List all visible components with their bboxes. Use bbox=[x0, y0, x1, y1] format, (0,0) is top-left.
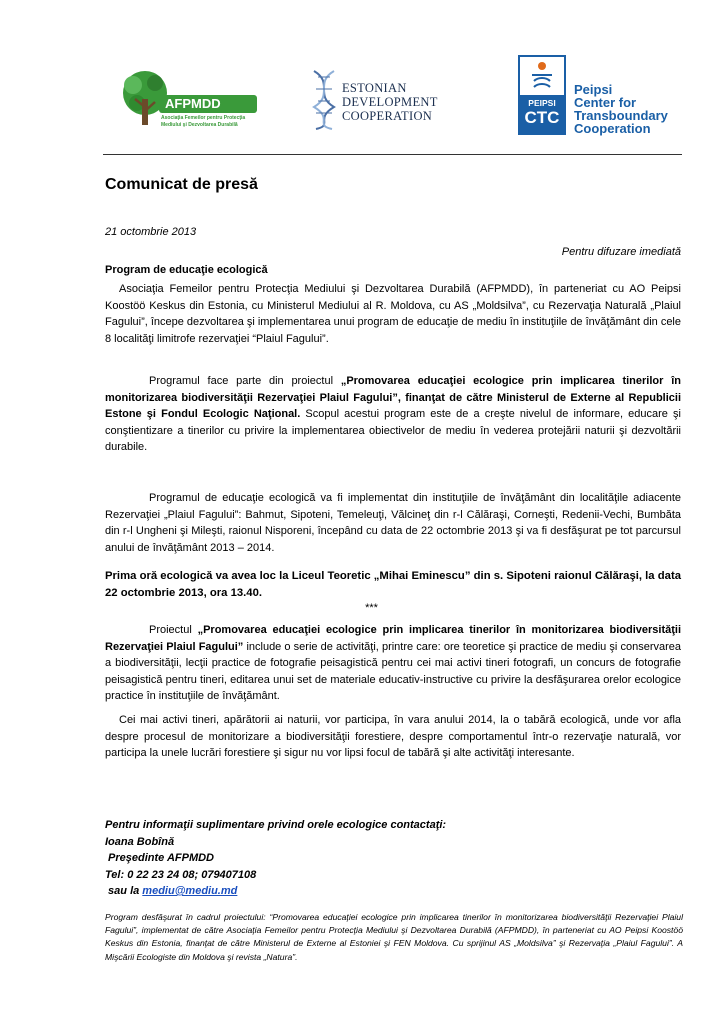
ctc-line2: Center for bbox=[574, 95, 637, 110]
figure-icon bbox=[520, 59, 564, 95]
header-divider bbox=[103, 154, 682, 155]
ctc-box-bottom: CTC bbox=[524, 108, 560, 127]
ctc-logo-box bbox=[518, 55, 566, 135]
ctc-logo-text bbox=[574, 83, 668, 135]
contact-phone: Tel: 0 22 23 24 08; 079407108 bbox=[105, 868, 257, 881]
afpmdd-acronym: AFPMDD bbox=[165, 96, 221, 111]
ctc-box-fill bbox=[520, 95, 564, 133]
ctc-line1: Peipsi bbox=[574, 82, 613, 97]
ctc-line4: Cooperation bbox=[574, 121, 651, 136]
document-date: 21 octombrie 2013 bbox=[105, 226, 197, 238]
peipsi-ctc-logo bbox=[518, 55, 688, 137]
paragraph-implementation: Programul de educaţie ecologică va fi implementat din instituţiile de învăţământ din localităţile adiacente Rezervaţiei „Plaiul Fagului”: Bahmut, Sipoteni, Temeleuţi, Vălcineţ din r-l Călăraşi, Corneşti, Redenii-Vechi, Bumbăta din r-l Ungheni şi Mileşti, raionul Nisporeni, începând cu data de 22 octombrie 2013 şi va fi desfăşurat pe tot parcursul anului de învăţământ 2013 – 2014. bbox=[105, 492, 681, 554]
afpmdd-line2: Mediului şi Dezvoltarea Durabilă bbox=[161, 122, 238, 128]
contact-role: Preşedinte AFPMDD bbox=[105, 852, 215, 864]
paragraph-camp: Cei mai activi tineri, apărătorii ai naturii, vor participa, în vara anului 2014, la o tabără ecologică, unde vor afla despre procesul de monitorizare a biodiversităţii forestiere, despre comportamentul într-o rezervaţie naturală, vor participa la unele lucrări forestiere şi sigur nu vor lipsi focul de tabără şi alte activităţi interesante. bbox=[105, 714, 681, 760]
release-note: Pentru difuzare imediată bbox=[561, 246, 681, 258]
contact-intro: Pentru informaţii suplimentare privind orele ecologice contactaţi: bbox=[105, 819, 447, 831]
afpmdd-line1: Asociaţia Femeilor pentru Protecţia bbox=[161, 115, 246, 121]
contact-or: sau la bbox=[105, 885, 143, 897]
ctc-box-top: PEIPSI bbox=[528, 98, 556, 108]
dna-ribbon-icon bbox=[310, 69, 338, 131]
paragraph-activities bbox=[105, 622, 681, 705]
afpmdd-logo bbox=[115, 69, 260, 131]
paragraph-project-rest: Scopul acestui program este de a creşte nivelul de informare, educare şi conştientizare a tinerilor cu privire la implementarea obiectivelor de mediu în vederea protejării naturii şi dezvoltării durabile. bbox=[105, 408, 681, 454]
paragraph-activities-rest: include o serie de activităţi, printre care: ore teoretice şi practice de mediu şi conservarea a biodiversităţii, lecţii practice de fotografie peisagistică pentru cei mai activi tineri fotografi, un concurs de fotografie peisagistică pentru tineri, editarea unui set de materiale educativ-instructive cu privire la desfăşurarea orelor ecologice practice în instituţiile de învăţământ. bbox=[105, 640, 681, 703]
ctc-line3: Transboundary bbox=[574, 108, 668, 123]
contact-name: Ioana Bobînă bbox=[105, 835, 175, 848]
document-title: Comunicat de presă bbox=[105, 176, 258, 193]
edc-logo-text bbox=[342, 81, 438, 123]
section-separator: *** bbox=[365, 602, 378, 614]
paragraph-project-lead: Programul face parte din proiectul bbox=[149, 375, 341, 387]
paragraph-intro: Asociaţia Femeilor pentru Protecţia Mediului şi Dezvoltarea Durabilă (AFPMDD), în parteneriat cu AO Peipsi Koostöö Keskus din Estonia, cu Ministerul Mediului al R. Moldova, cu AS „Moldsilva”, cu Rezervaţia Naturală „Plaiul Fagului”, începe dezvoltarea şi implementarea unui program de educaţie de mediu în instituţiile de învăţământ din cele 8 localităţi limitrofe rezervaţiei “Plaiul Fagului”. bbox=[105, 283, 681, 345]
contact-email-line bbox=[105, 883, 446, 900]
edc-line1: ESTONIAN bbox=[342, 81, 407, 95]
section-heading: Program de educaţie ecologică bbox=[105, 264, 268, 276]
paragraph-activities-bold: „Promovarea educaţiei ecologice prin implicarea tinerilor în monitorizarea biodiversităţii Rezervaţiei Plaiul Fagului” bbox=[105, 624, 681, 653]
edc-line2: DEVELOPMENT bbox=[342, 95, 438, 109]
paragraph-first-lesson: Prima oră ecologică va avea loc la Liceul Teoretic „Mihai Eminescu” din s. Sipoteni raionul Călăraşi, la data 22 octombrie 2013, ora 13.40. bbox=[105, 570, 681, 599]
paragraph-project-bold: „Promovarea educaţiei ecologice prin implicarea tinerilor în monitorizarea biodiversităţii Rezervaţiei Plaiul Fagului”, finanţat de către Ministerul de Externe al Republicii Estone şi Fondul Ecologic Naţional. bbox=[105, 375, 681, 421]
edc-line3: COOPERATION bbox=[342, 109, 433, 123]
header-logos bbox=[105, 55, 685, 140]
edc-logo bbox=[310, 69, 450, 131]
paragraph-project bbox=[105, 373, 681, 456]
contact-block bbox=[105, 817, 446, 900]
contact-email-link[interactable]: mediu@mediu.md bbox=[142, 885, 238, 897]
paragraph-activities-lead: Proiectul bbox=[149, 624, 198, 636]
footer-note: Program desfăşurat în cadrul proiectului: “Promovarea educaţiei ecologice prin implicarea tinerilor în monitorizarea biodiversităţii Rezervaţiei Plaiul Fagului”, implementat de către Asociaţia Femeilor pentru Protecţia Mediului şi Dezvoltarea Durabilă (AFPMDD), în parteneriat cu AO Peipsi Koostöö Keskus din Estonia, finanţat de către Ministerul de Externe al Estoniei şi FEN Moldova. Cu sprijinul AS „Moldsilva” şi Rezervaţia „Plaiul Fagului”. A Mişcării Ecologiste din Moldova şi revista „Natura”. bbox=[105, 912, 683, 962]
